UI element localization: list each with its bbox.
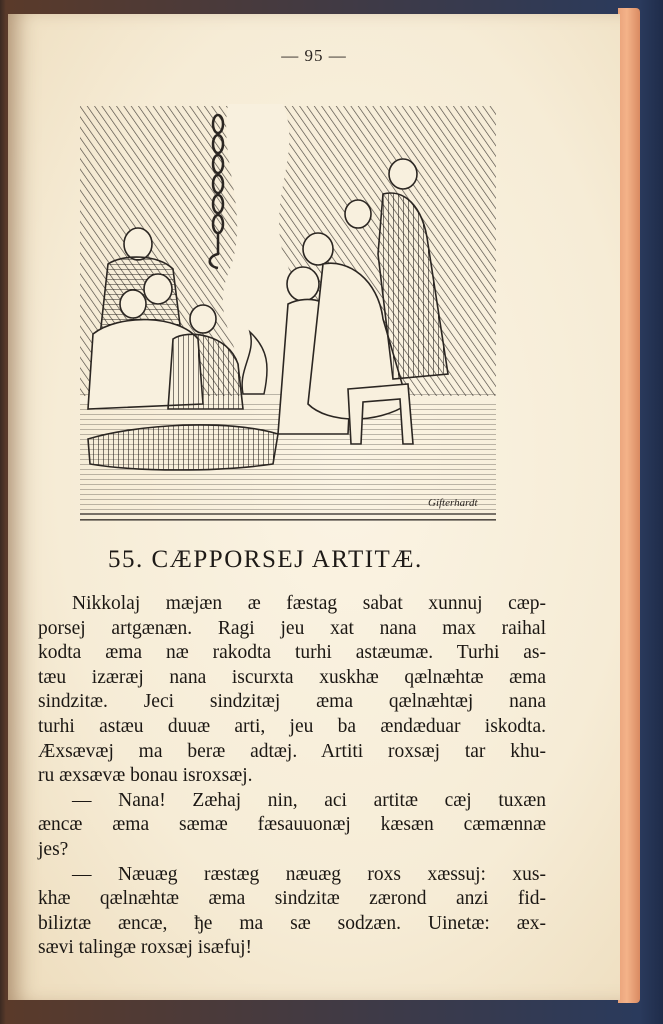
text-line: porsej artgænæn. Ragi jeu xat nana max raihal (38, 617, 546, 639)
paragraph-3 (38, 863, 546, 961)
paragraph-2 (38, 789, 546, 863)
text-line: sævi talingæ roxsæj isæfuj! (38, 937, 252, 959)
book-page (8, 14, 620, 1000)
text-line: — Nana! Zæhaj nin, aci artitæ cæj tuxæn (72, 789, 546, 811)
text-line: turhi astæu duuæ arti, jeu ba ændæduar iskodta. (38, 715, 546, 737)
text-line: æncæ æma sæmæ fæsauuonæj kæsæn cæmænnæ (38, 814, 546, 836)
text-line: tæu izæræj nana iscurxta xuskhæ qælnæhtæ æma (38, 666, 546, 688)
page-number: — 95 — (281, 46, 347, 65)
text-line: kodta æma næ rakodta turhi astæumæ. Turhi as- (38, 642, 546, 664)
text-line: sindzitæ. Jeci sindzitæj æma qælnæhtæj nana (38, 691, 546, 713)
text-line: ru æxsævæ bonau isroxsæj. (38, 765, 253, 787)
text-line: biliztæ æncæ, ђe ma sæ sodzæn. Uinetæ: æx- (38, 912, 546, 934)
text-line: jes? (38, 838, 69, 860)
illustration-people-around-fire-icon (78, 104, 498, 534)
text-line: Æxsævæj ma beræ adtæj. Artiti roxsæj tar khu- (38, 740, 546, 762)
chapter-body (38, 592, 546, 961)
illustration-signature: Gifterhardt (428, 497, 478, 509)
book-cover-edge (618, 8, 640, 1003)
chapter-heading: 55. CÆPPORSEJ ARTITÆ. (108, 546, 423, 573)
text-line: — Næuæg ræstæg næuæg roxs xæssuj: xus- (72, 863, 546, 885)
paragraph-1 (38, 592, 546, 789)
text-line: Nikkolaj mæjæn æ fæstag sabat xunnuj cæp- (72, 593, 546, 614)
text-line: khæ qælnæhtæ æma sindzitæ zærond anzi fid- (38, 888, 546, 910)
